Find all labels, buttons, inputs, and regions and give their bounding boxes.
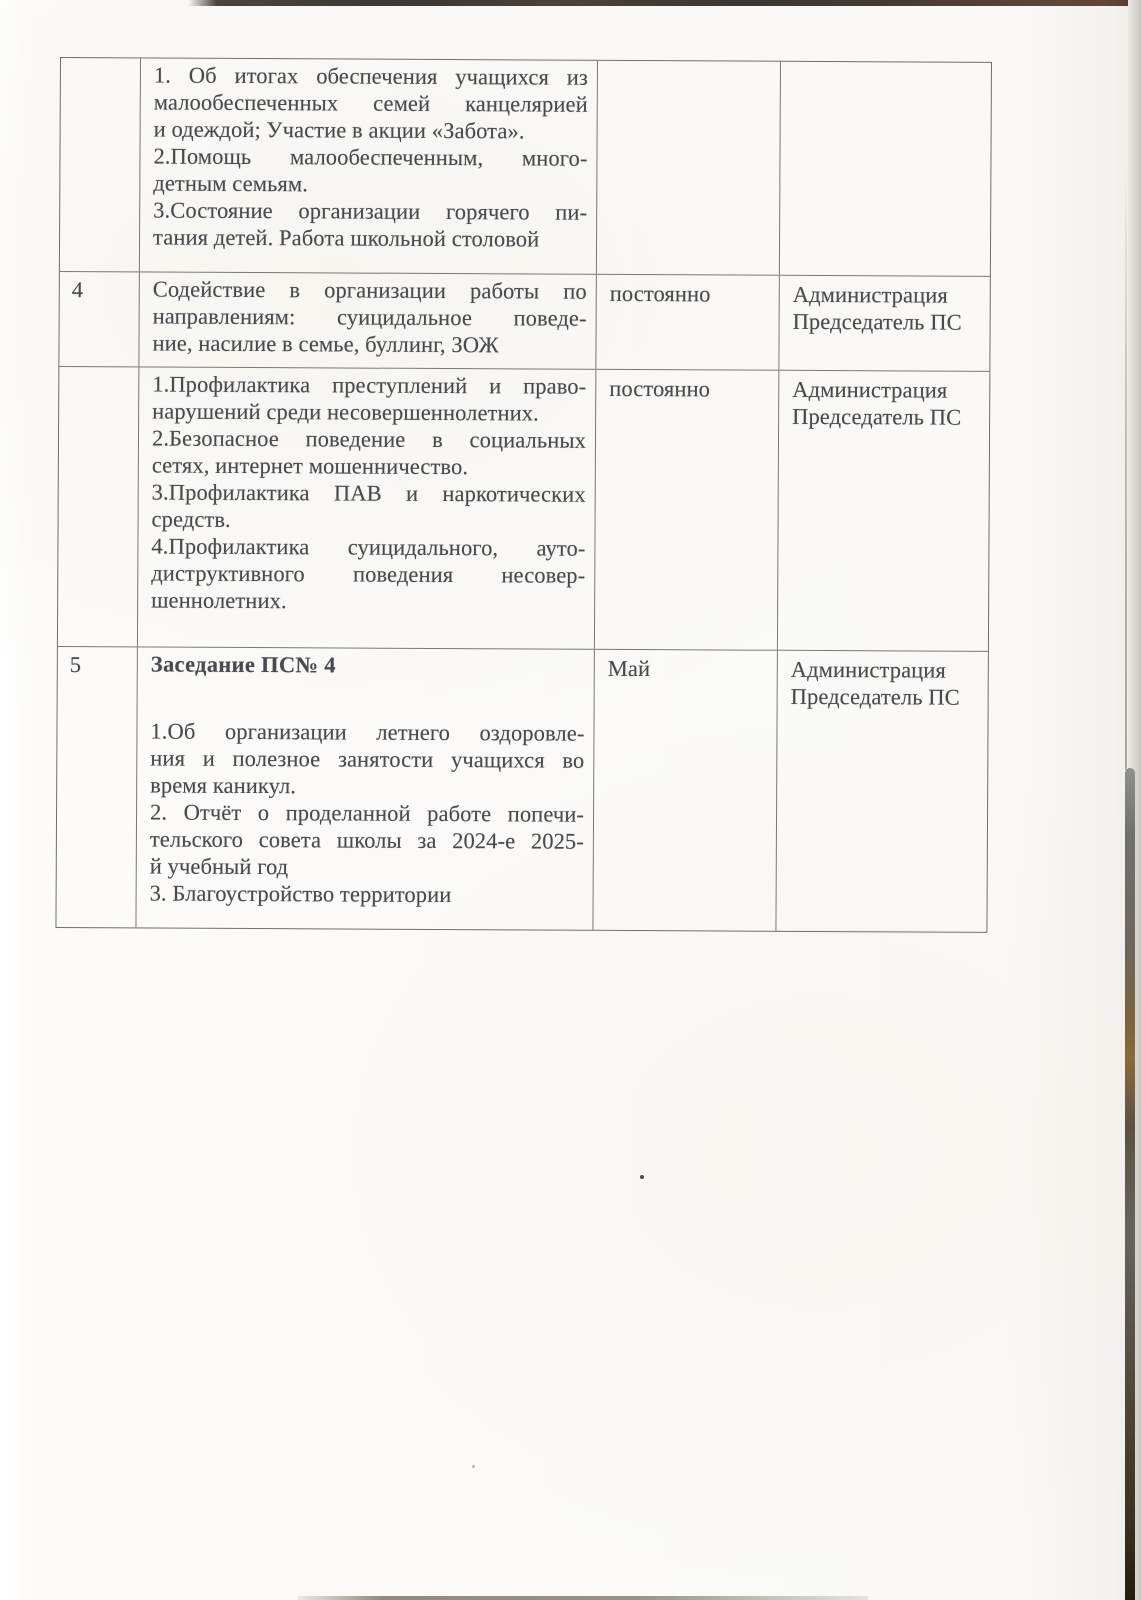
text-line: сетях, интернет мошенничество. <box>151 452 469 480</box>
text-line: тания детей. Работа школьной столовой <box>152 224 540 252</box>
row-responsible-cell <box>776 651 987 932</box>
text-line: шеннолетних. <box>151 587 287 614</box>
text-line: Председатель ПС <box>792 403 962 430</box>
scan-edge-right-dark-band <box>1125 768 1135 1600</box>
row-timing-cell <box>597 61 781 275</box>
text-line: Администрация <box>792 281 948 308</box>
row-number-cell <box>60 58 141 271</box>
text-line: Председатель ПС <box>792 308 962 335</box>
row-responsible-cell <box>780 62 991 276</box>
text-line: время каникул. <box>150 772 297 799</box>
row-number-cell <box>58 367 139 646</box>
text-line: диструктивного поведения несовер- <box>151 560 586 588</box>
text-line: 1.Об организации летнего оздоровле- <box>150 718 585 746</box>
text-line: 3. Благоустройство территории <box>149 880 452 908</box>
text-line: 4.Профилактика суицидального, ауто- <box>151 533 586 561</box>
text-line: малообеспеченных семей канцелярией <box>153 89 588 117</box>
text-line: й учебный год <box>149 853 289 880</box>
paragraph-spacer <box>151 677 585 719</box>
text-line: Содействие в организации работы по <box>152 276 587 304</box>
text-line: 2. Отчёт о проделанной работе попечи- <box>149 799 585 827</box>
text-line: 1. Об итогах обеспечения учащихся из <box>153 62 588 90</box>
text-line: нарушений среди несовершеннолетних. <box>152 398 539 426</box>
row-timing-cell: постоянно <box>596 275 779 370</box>
text-line: направлениям: суицидальное поведе- <box>152 303 587 331</box>
table-row <box>58 367 989 652</box>
scan-edge-top <box>188 0 1141 6</box>
text-line: 2.Помощь малообеспеченным, много- <box>153 143 588 171</box>
row-responsible-cell <box>779 276 989 371</box>
text-line: Администрация <box>792 376 948 403</box>
row-content-cell <box>140 58 598 273</box>
scan-edge-right-faint-line <box>1125 170 1127 770</box>
scan-edge-bottom <box>298 1596 868 1600</box>
plan-table <box>55 57 992 933</box>
text-line: ние, насилие в семье, буллинг, ЗОЖ <box>152 330 499 358</box>
scan-speck <box>472 1465 475 1468</box>
row-number-cell: 4 <box>59 272 139 366</box>
table-row <box>60 58 991 277</box>
row-timing-cell: Май <box>593 650 777 931</box>
row-responsible-cell <box>778 371 989 651</box>
text-line: тельского совета школы за 2024-е 2025- <box>149 826 584 854</box>
text-line: средств. <box>151 506 231 532</box>
text-line: ния и полезное занятости учащихся во <box>150 745 585 773</box>
text-line: детным семьям. <box>153 170 309 197</box>
text-line: Администрация <box>790 656 946 683</box>
text-line: 2.Безопасное поведение в социальных <box>151 425 587 453</box>
row-number-cell: 5 <box>56 647 137 927</box>
row-timing-cell: постоянно <box>595 370 779 650</box>
table-row <box>59 272 989 372</box>
text-line: и одеждой; Участие в акции «Забота». <box>153 116 525 144</box>
table-row <box>56 647 987 932</box>
text-line: 3.Профилактика ПАВ и наркотических <box>151 479 586 507</box>
row-content-cell <box>139 272 596 368</box>
row-content-cell <box>138 367 596 648</box>
row-content-cell <box>136 647 594 929</box>
text-line: 3.Состояние организации горячего пи- <box>153 197 588 225</box>
text-line: 1.Профилактика преступлений и право- <box>152 371 587 399</box>
text-line: Заседание ПС№ 4 <box>150 651 336 678</box>
text-line: Председатель ПС <box>790 683 960 710</box>
scan-speck <box>640 1175 644 1179</box>
